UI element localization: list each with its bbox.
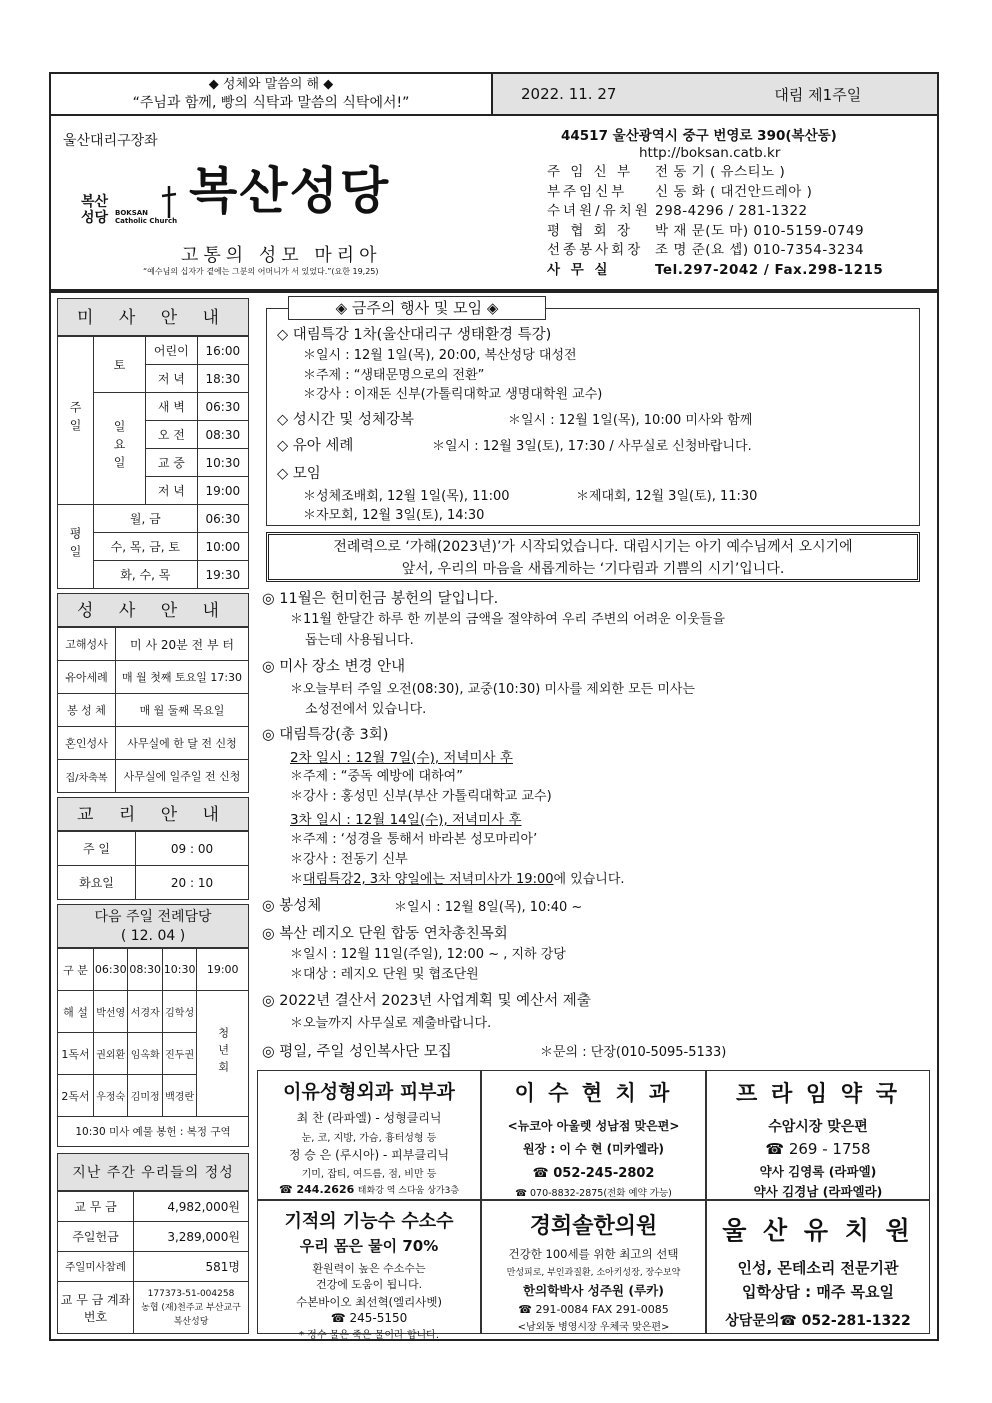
news-4-title: ◎ 봉성체: [262, 898, 322, 914]
news-1-title: ◎ 11월은 헌미헌금 봉헌의 달입니다.: [262, 591, 499, 607]
duty-table: 구 분 06:30 08:30 10:30 19:00 해 설 박선영 서경자 김학성 청년회 1독서 권외환 임옥화 진두권 2독서 우정숙 김미정 백경란 10:30 미사 예물 봉헌 : 복정 구역: [57, 948, 249, 1147]
event-4-title: ◇ 모임: [277, 466, 321, 482]
ad-hydrogen-water: 기적의 기능수 수소수 우리 몸은 물이 70% 환원력이 높은 수소수는 건강에 도움이 됩니다. 수본바이오 최선혁(엘리사벳) ☎ 245-5150 * 정수 물은 죽은 물이라 합니다.: [257, 1200, 481, 1334]
issue-date: 2022. 11. 27: [521, 85, 617, 103]
motto-title: ◆ 성체와 말씀의 해 ◆: [208, 77, 334, 92]
duty-title: 다음 주일 전례담당 ( 12. 04 ): [57, 904, 249, 948]
motto-box: [51, 74, 493, 114]
parish-header: [49, 116, 939, 291]
ad-dental: 이 수 현 치 과 <뉴코아 아울렛 성남점 맞은편> 원장 : 이 수 현 (미카엘라) ☎ 052-245-2802 ☎ 070-8832-2875(전화 예약 가능): [481, 1070, 706, 1200]
news-6-title: ◎ 2022년 결산서 2023년 사업계획 및 예산서 제출: [262, 993, 591, 1009]
website-link[interactable]: http://boksan.catb.kr: [639, 145, 781, 161]
news-2-title: ◎ 미사 장소 변경 안내: [262, 659, 406, 675]
mass-table: 주일 토 어린이 16:00 저 녁 18:30 일요일 새 벽 06:30 오 전 08:30 교 중 10:30 저 녁 19:00 평일 월, 금 06:30 수, 목, 금, 토 10:00 화, 수, 목 19:30: [57, 336, 249, 589]
sacrament-table: 고해성사 미 사 20분 전 부 터 유아세례 매 월 첫째 토요일 17:30 봉 성 체 매 월 둘째 목요일 혼인성사 사무실에 한 달 전 신청 집/차축복 사무실에 일주일 전 신청: [57, 627, 249, 793]
staff-list: [547, 163, 883, 280]
liturgical-week: 대림 제1주일: [774, 85, 862, 104]
ad-plastic-surgery: 이유성형외과 피부과 최 찬 (라파엘) - 성형클리닉 눈, 코, 지방, 가슴, 흉터성형 등 정 승 은 (루시아) - 피부클리닉 기미, 잡티, 여드름, 점, 비만 등 ☎ 244.2626 태화강 역 스다움 상가3층: [257, 1070, 481, 1200]
weekday-label: 평일: [58, 505, 94, 589]
staff-row: 주 임 신 부 전 동 기 ( 유스티노 ): [547, 164, 786, 180]
account-info: 177373-51-004258 농협 (재)천주교 부산교구 복산성당: [134, 1282, 249, 1334]
offering-table: 교 무 금 4,982,000원 주일헌금 3,289,000원 주일미사참례 581명 교 무 금 계좌번호 177373-51-004258 농협 (재)천주교 부산교구 복산성당: [57, 1191, 249, 1334]
offering-title: 지난 주간 우리들의 정성: [57, 1153, 249, 1191]
duty-note: 10:30 미사 예물 봉헌 : 복정 구역: [58, 1117, 249, 1147]
ad-pharmacy: 프 라 임 약 국 수암시장 맞은편 ☎ 269 - 1758 약사 김영록 (라파엘) 약사 김경남 (라파엘라): [706, 1070, 930, 1200]
liturgy-notice: 전례력으로 ‘가해(2023년)’가 시작되었습니다. 대림시기는 아기 예수님께서 오시기에 앞서, 우리의 마음을 새롭게하는 ‘기다림과 기쁨의 시기’입니다.: [266, 532, 920, 582]
doctrine-table: 주 일 09 : 00 화요일 20 : 10: [57, 831, 249, 900]
staff-row: 수녀원/유치원 298-4296 / 281-1322: [547, 203, 808, 219]
cross-icon: [159, 184, 179, 220]
sunday-label: 주일: [58, 337, 94, 505]
ad-oriental-clinic: 경희솔한의원 건강한 100세를 위한 최고의 선택 만성피로, 부인과질환, 소아키성장, 장수보약 한의학박사 성주원 (루카) ☎ 291-0084 FAX 291-0085 <남외동 병영시장 우체국 맞은편>: [481, 1200, 706, 1334]
patron: 고통의 성모 마리아: [181, 245, 382, 266]
side-logo-en: BOKSAN Catholic Church: [115, 209, 178, 225]
news-7-title: ◎ 평일, 주일 성인복사단 모집: [262, 1044, 452, 1060]
ad-kindergarten: 울 산 유 치 원 인성, 몬테소리 전문기관 입학상담 : 매주 목요일 상담문의☎ 052-281-1322: [706, 1200, 930, 1334]
staff-row: 선종봉사회장 조 명 준(요 셉) 010-7354-3234: [547, 242, 865, 258]
youth-cell: 청년회: [197, 991, 249, 1117]
patron-quote: “예수님의 십자가 곁에는 그분의 어머니가 서 있었다.”(요한 19,25): [143, 267, 379, 276]
account-label: 교 무 금 계좌번호: [58, 1282, 134, 1334]
left-column: [57, 298, 249, 1334]
sacrament-title: 성 사 안 내: [57, 593, 249, 627]
side-logo: 복산 성당: [81, 194, 109, 226]
staff-row: 사 무 실 Tel.297-2042 / Fax.298-1215: [547, 261, 884, 278]
mass-title: 미 사 안 내: [57, 298, 249, 336]
events-title: ◈ 금주의 행사 및 모임 ◈: [288, 296, 546, 320]
event-3-title: ◇ 유아 세례: [277, 438, 354, 454]
motto-text: “주님과 함께, 빵의 식탁과 말씀의 식탁에서!”: [132, 95, 410, 111]
staff-row: 평 협 회 장 박 재 문(도 마) 010-5159-0749: [547, 222, 865, 239]
sunday-mass-label: 일요일: [94, 393, 146, 505]
top-bar: [49, 72, 939, 116]
staff-row: 부주임신부 신 동 화 ( 대건안드레아 ): [547, 183, 813, 200]
date-box: [493, 74, 937, 114]
parish-name: 복산성당: [189, 162, 391, 220]
diocese: 울산대리구장좌: [63, 133, 158, 149]
doctrine-title: 교 리 안 내: [57, 797, 249, 831]
news-3-title: ◎ 대림특강(총 3회): [262, 727, 389, 743]
event-1-title: ◇ 대림특강 1차(울산대리구 생태환경 특강): [277, 327, 552, 343]
address: 44517 울산광역시 중구 번영로 390(복산동): [561, 128, 837, 144]
saturday-label: 토: [94, 337, 146, 393]
event-2-title: ◇ 성시간 및 성체강복: [277, 412, 415, 428]
news-5-title: ◎ 복산 레지오 단원 합동 연차총친목회: [262, 926, 508, 942]
